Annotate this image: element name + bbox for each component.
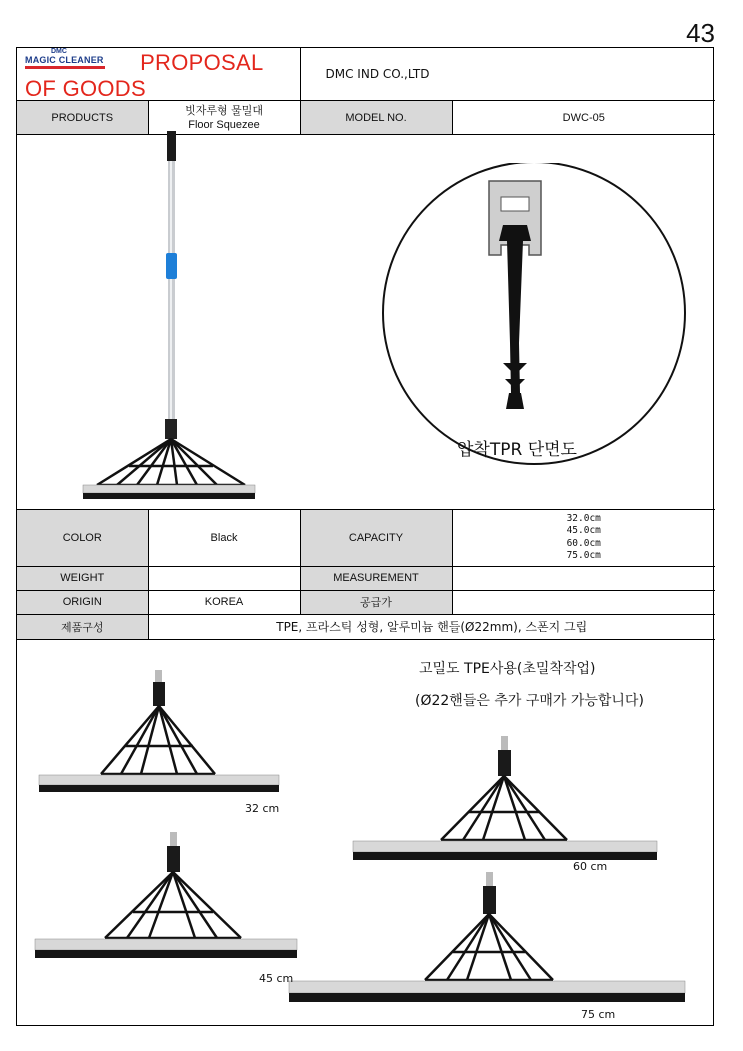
size-label-75: 75 cm	[581, 1008, 616, 1021]
logo-dmc-text: DMC	[51, 48, 67, 55]
note-tpe: 고밀도 TPE사용(초밀착작업)	[419, 661, 596, 677]
page-number: 43	[686, 18, 715, 48]
origin-value: KOREA	[148, 590, 300, 614]
composition-value: TPE, 프라스틱 성형, 알루미늄 핸들(Ø22mm), 스폰지 그립	[148, 614, 715, 639]
capacity-value: 45.0cm	[566, 525, 601, 537]
logo-main-text: MAGIC CLEANER	[25, 55, 104, 65]
weight-value	[148, 566, 300, 590]
header-company-cell	[300, 48, 715, 101]
products-label: PRODUCTS	[17, 101, 148, 135]
supply-price-label: 공급가	[300, 590, 452, 614]
squeegee-60cm	[353, 736, 657, 860]
capacity-value: 75.0cm	[566, 550, 601, 562]
model-label: MODEL NO.	[300, 101, 452, 135]
header-table	[17, 48, 715, 135]
squeegee-45cm	[35, 832, 297, 958]
color-label: COLOR	[17, 510, 148, 566]
size-label-45: 45 cm	[259, 972, 294, 985]
supply-price-value	[452, 590, 715, 614]
measurement-label: MEASUREMENT	[300, 566, 452, 590]
size-variants-area	[17, 642, 715, 1027]
size-label-60: 60 cm	[573, 860, 608, 873]
measurement-value	[452, 566, 715, 590]
capacity-values	[452, 510, 715, 566]
weight-label: WEIGHT	[17, 566, 148, 590]
cross-section-diagram	[379, 163, 689, 473]
magic-cleaner-logo	[25, 48, 105, 69]
capacity-value: 60.0cm	[566, 537, 601, 549]
product-name-en: Floor Squezee	[188, 118, 260, 131]
squeegee-32cm	[39, 670, 279, 792]
size-label-32: 32 cm	[245, 802, 280, 815]
size-variants-illustration	[17, 642, 715, 1027]
spec-table	[17, 510, 715, 640]
color-value: Black	[148, 510, 300, 566]
page-title: PROPOSAL OF GOODS	[25, 50, 263, 101]
header-brand-cell	[17, 48, 300, 101]
product-photo-area	[17, 123, 715, 510]
capacity-label: CAPACITY	[300, 510, 452, 566]
product-name-kr: 빗자루형 물밀대	[185, 103, 263, 117]
capacity-value: 32.0cm	[566, 512, 601, 524]
note-handle: (Ø22핸들은 추가 구매가 가능합니다)	[415, 693, 644, 709]
squeegee-75cm	[289, 872, 685, 1002]
company-name: DMC IND CO.,LTD	[325, 67, 430, 81]
model-value: DWC-05	[452, 101, 715, 135]
origin-label: ORIGIN	[17, 590, 148, 614]
cross-section-caption: 압착TPR 단면도	[457, 440, 577, 460]
logo-bar	[25, 66, 105, 69]
proposal-sheet	[16, 47, 714, 1026]
composition-label: 제품구성	[17, 614, 148, 639]
